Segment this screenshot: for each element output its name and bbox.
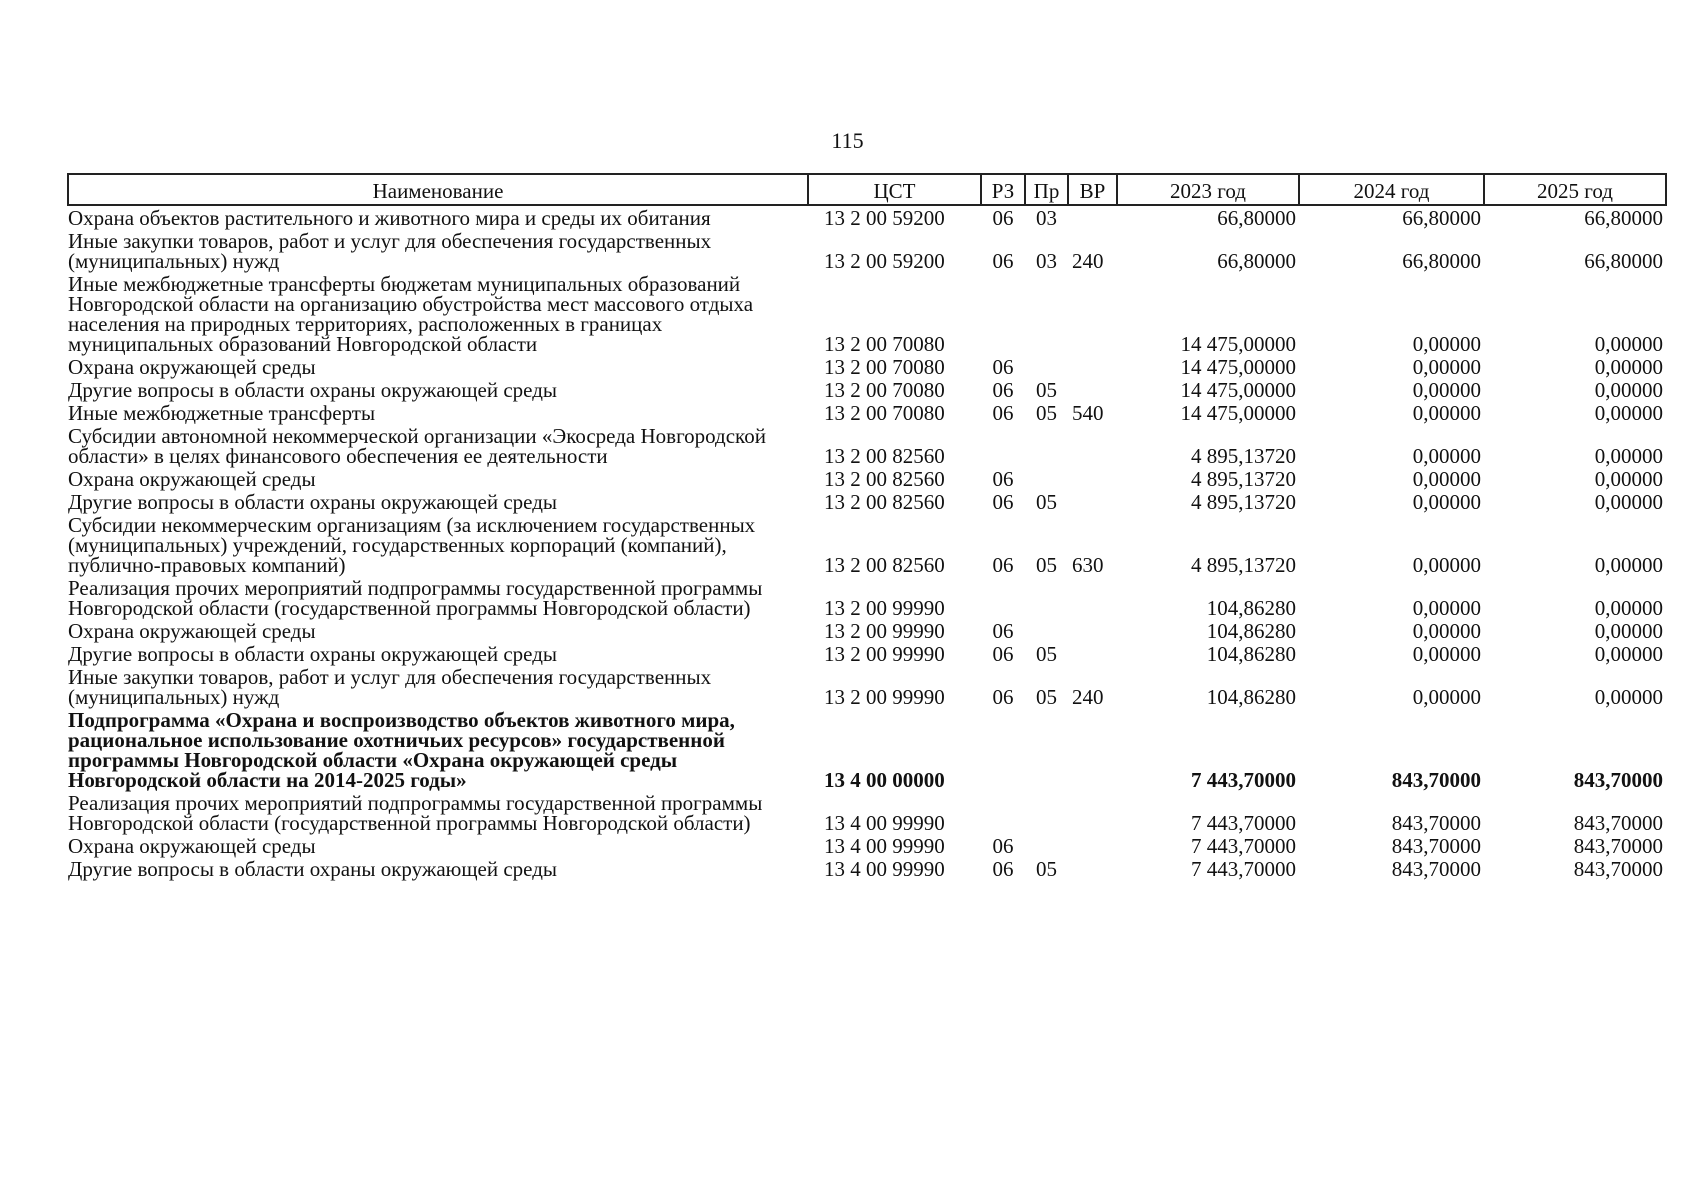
row-rz: 06 [992,467,1014,491]
row-rz: 06 [992,642,1014,666]
row-cst: 13 2 00 70080 [824,378,945,402]
row-name: Иные закупки товаров, работ и услуг для обеспечения государственных (муниципальных) нужд [68,229,712,273]
row-cst: 13 4 00 99990 [824,811,945,835]
table-row [68,272,1666,355]
row-vr [1068,205,1117,229]
row-cst: 13 2 00 82560 [824,553,945,577]
table-row [68,490,1666,513]
row-rz: 06 [992,401,1014,425]
table-row [68,834,1666,857]
row-amount-2024: 0,00000 [1412,378,1481,402]
row-amount-2023: 14 475,00000 [1180,401,1296,425]
table-row [68,229,1666,272]
row-amount-2023: 4 895,13720 [1191,444,1296,468]
row-amount-2023: 66,80000 [1217,249,1296,273]
row-amount-2023: 104,86280 [1206,642,1296,666]
row-cst: 13 2 00 70080 [824,401,945,425]
row-amount-2024: 0,00000 [1412,467,1481,491]
row-amount-2023: 7 443,70000 [1191,834,1296,858]
header-2025: 2025 год [1484,174,1666,205]
row-vr [1068,378,1117,401]
row-pr: 05 [1036,401,1057,425]
row-amount-2023: 14 475,00000 [1180,378,1296,402]
row-pr: 05 [1036,553,1057,577]
row-amount-2025: 0,00000 [1594,490,1663,514]
row-amount-2024: 0,00000 [1412,596,1481,620]
row-vr: 630 [1072,553,1104,577]
table-body [68,205,1666,880]
row-vr: 240 [1072,249,1104,273]
row-pr [1025,834,1068,857]
header-cst: ЦСТ [808,174,981,205]
row-amount-2025: 0,00000 [1594,596,1663,620]
row-amount-2023: 7 443,70000 [1191,768,1296,792]
row-rz: 06 [992,834,1014,858]
row-rz: 06 [992,206,1014,230]
row-name: Охрана объектов растительного и животного мира и среды их обитания [68,206,711,230]
row-amount-2025: 0,00000 [1594,378,1663,402]
row-cst: 13 2 00 82560 [824,490,945,514]
row-name: Иные межбюджетные трансферты [68,401,376,425]
row-vr: 240 [1072,685,1104,709]
row-amount-2025: 0,00000 [1594,401,1663,425]
table-row [68,665,1666,708]
row-amount-2024: 0,00000 [1412,685,1481,709]
row-amount-2023: 104,86280 [1206,619,1296,643]
row-pr [1025,424,1068,467]
table-row [68,619,1666,642]
row-name: Иные межбюджетные трансферты бюджетам муниципальных образований Новгородской области на организацию обустройства мест массового отдыха населения на природных территориях, расположенных в границах муниципальных образований Новгородской области [68,272,754,356]
row-vr [1068,642,1117,665]
row-name: Субсидии автономной некоммерческой организации «Экосреда Новгородской области» в целях финансового обеспечения ее деятельности [68,424,766,468]
row-rz: 06 [992,857,1014,881]
row-amount-2023: 4 895,13720 [1191,467,1296,491]
row-rz: 06 [992,355,1014,379]
row-name: Другие вопросы в области охраны окружающей среды [68,857,557,881]
row-pr: 05 [1036,642,1057,666]
row-rz [981,791,1025,834]
row-amount-2023: 104,86280 [1206,685,1296,709]
row-amount-2025: 66,80000 [1584,249,1663,273]
table-row [68,355,1666,378]
row-amount-2024: 0,00000 [1412,642,1481,666]
table-row [68,857,1666,880]
row-pr: 05 [1036,378,1057,402]
row-name: Другие вопросы в области охраны окружающей среды [68,490,557,514]
row-pr [1025,355,1068,378]
header-vr: ВР [1068,174,1117,205]
row-amount-2024: 0,00000 [1412,553,1481,577]
table-row [68,708,1666,791]
row-rz: 06 [992,619,1014,643]
row-name: Охрана окружающей среды [68,834,316,858]
row-vr: 540 [1072,401,1104,425]
row-vr [1068,467,1117,490]
row-amount-2025: 843,70000 [1573,834,1663,858]
row-cst: 13 2 00 99990 [824,596,945,620]
row-amount-2025: 843,70000 [1573,811,1663,835]
row-rz [981,708,1025,791]
row-vr [1068,708,1117,791]
row-rz [981,424,1025,467]
row-pr [1025,467,1068,490]
row-amount-2025: 0,00000 [1594,332,1663,356]
row-vr [1068,272,1117,355]
row-amount-2024: 0,00000 [1412,355,1481,379]
table-row [68,401,1666,424]
row-amount-2024: 843,70000 [1391,857,1481,881]
row-vr [1068,857,1117,880]
header-rz: РЗ [981,174,1025,205]
row-pr: 05 [1036,490,1057,514]
row-cst: 13 2 00 59200 [824,249,945,273]
row-name: Охрана окружающей среды [68,355,316,379]
row-name: Реализация прочих мероприятий подпрограммы государственной программы Новгородской области (государственной программы Новгородской области) [68,576,763,620]
header-pr: Пр [1025,174,1068,205]
row-amount-2024: 843,70000 [1391,811,1481,835]
header-name: Наименование [68,174,808,205]
row-vr [1068,834,1117,857]
row-rz: 06 [992,378,1014,402]
row-name: Другие вопросы в области охраны окружающей среды [68,378,557,402]
row-amount-2025: 0,00000 [1594,467,1663,491]
row-cst: 13 2 00 82560 [824,444,945,468]
table-row [68,513,1666,576]
row-amount-2025: 0,00000 [1594,355,1663,379]
row-rz: 06 [992,490,1014,514]
row-amount-2023: 14 475,00000 [1180,332,1296,356]
row-amount-2025: 0,00000 [1594,642,1663,666]
row-amount-2024: 843,70000 [1391,834,1481,858]
row-amount-2024: 0,00000 [1412,401,1481,425]
row-amount-2023: 7 443,70000 [1191,811,1296,835]
row-amount-2025: 843,70000 [1573,768,1663,792]
row-pr [1025,791,1068,834]
row-amount-2025: 66,80000 [1584,206,1663,230]
row-amount-2024: 0,00000 [1412,490,1481,514]
row-pr: 03 [1036,249,1057,273]
row-pr [1025,619,1068,642]
row-name: Охрана окружающей среды [68,619,316,643]
row-amount-2024: 66,80000 [1402,249,1481,273]
row-amount-2025: 843,70000 [1573,857,1663,881]
table-row [68,378,1666,401]
row-amount-2025: 0,00000 [1594,553,1663,577]
row-cst: 13 4 00 00000 [824,768,945,792]
row-amount-2023: 7 443,70000 [1191,857,1296,881]
row-amount-2024: 0,00000 [1412,619,1481,643]
row-cst: 13 2 00 70080 [824,332,945,356]
row-rz: 06 [992,249,1014,273]
row-amount-2024: 66,80000 [1402,206,1481,230]
row-name: Иные закупки товаров, работ и услуг для обеспечения государственных (муниципальных) нужд [68,665,712,709]
row-vr [1068,576,1117,619]
row-vr [1068,791,1117,834]
table-row [68,791,1666,834]
row-cst: 13 2 00 99990 [824,619,945,643]
row-name: Другие вопросы в области охраны окружающей среды [68,642,557,666]
row-pr [1025,708,1068,791]
row-name: Реализация прочих мероприятий подпрограммы государственной программы Новгородской области (государственной программы Новгородской области) [68,791,763,835]
table-header-row [68,174,1666,205]
header-2023: 2023 год [1117,174,1299,205]
row-cst: 13 4 00 99990 [824,834,945,858]
row-name: Охрана окружающей среды [68,467,316,491]
row-rz: 06 [992,685,1014,709]
row-vr [1068,490,1117,513]
row-amount-2025: 0,00000 [1594,444,1663,468]
row-rz [981,576,1025,619]
table-row [68,467,1666,490]
row-rz: 06 [992,553,1014,577]
row-amount-2023: 104,86280 [1206,596,1296,620]
row-pr [1025,576,1068,619]
row-pr [1025,272,1068,355]
row-vr [1068,355,1117,378]
row-pr: 05 [1036,685,1057,709]
row-amount-2024: 0,00000 [1412,332,1481,356]
table-row [68,424,1666,467]
row-cst: 13 2 00 70080 [824,355,945,379]
row-cst: 13 4 00 99990 [824,857,945,881]
row-cst: 13 2 00 82560 [824,467,945,491]
table-row [68,576,1666,619]
row-amount-2024: 0,00000 [1412,444,1481,468]
row-pr: 05 [1036,857,1057,881]
row-name: Подпрограмма «Охрана и воспроизводство объектов животного мира, рациональное использование охотничьих ресурсов» государственной программы Новгородской области «Охрана окружающей среды Новгородской области на 2014-2025 годы» [68,708,735,792]
row-amount-2025: 0,00000 [1594,685,1663,709]
row-vr [1068,619,1117,642]
row-amount-2024: 843,70000 [1391,768,1481,792]
row-amount-2023: 4 895,13720 [1191,490,1296,514]
row-cst: 13 2 00 59200 [824,206,945,230]
row-amount-2023: 14 475,00000 [1180,355,1296,379]
row-amount-2023: 4 895,13720 [1191,553,1296,577]
row-amount-2025: 0,00000 [1594,619,1663,643]
row-amount-2023: 66,80000 [1217,206,1296,230]
page-number: 115 [831,128,864,153]
row-vr [1068,424,1117,467]
table-row [68,205,1666,229]
row-cst: 13 2 00 99990 [824,642,945,666]
header-2024: 2024 год [1299,174,1484,205]
row-rz [981,272,1025,355]
row-cst: 13 2 00 99990 [824,685,945,709]
row-pr: 03 [1036,206,1057,230]
row-name: Субсидии некоммерческим организациям (за исключением государственных (муниципальных) учреждений, государственных корпораций (компаний), публично-правовых компаний) [68,513,756,577]
budget-table [67,173,1667,880]
table-row [68,642,1666,665]
